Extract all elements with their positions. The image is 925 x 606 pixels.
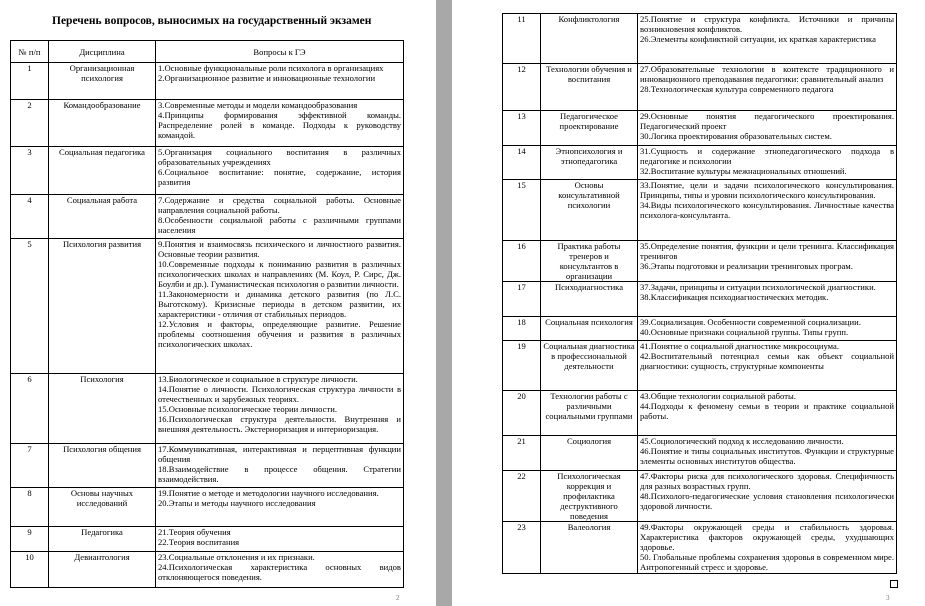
- questions-cell: [638, 14, 897, 64]
- table-row: [11, 63, 404, 100]
- page-corner-marker: [890, 580, 898, 588]
- discipline-cell: Валеология: [541, 522, 638, 574]
- questions-cell: [638, 64, 897, 111]
- table-row: [503, 111, 897, 146]
- question-item: 42.Воспитательный потенциал семьи как объект социальной диагностики: сущность, структурные компоненты: [640, 351, 894, 371]
- row-number: 17: [503, 282, 541, 317]
- question-item: 31.Сущность и содержание этнопедагогического подхода в педагогике и психологии: [640, 146, 894, 166]
- row-number: 4: [11, 195, 49, 239]
- table-row: [503, 180, 897, 241]
- question-item: 27.Образовательные технологии в контексте традиционного и инновационного преподавания педагогики: сравнительный анализ: [640, 64, 894, 84]
- row-number: 2: [11, 100, 49, 147]
- questions-cell: [638, 180, 897, 241]
- row-number: 3: [11, 147, 49, 195]
- question-item: 26.Элементы конфликтной ситуации, их краткая характеристика: [640, 34, 876, 44]
- row-number: 10: [11, 552, 49, 588]
- table-row: [11, 444, 404, 488]
- questions-cell: [156, 488, 404, 527]
- table-row: [503, 522, 897, 574]
- question-item: 45.Социологический подход к исследованию личности.: [640, 436, 844, 446]
- question-item: 17.Коммуникативная, интерактивная и перцептивная функции общения: [158, 444, 401, 464]
- table-row: [503, 341, 897, 391]
- questions-cell: [156, 63, 404, 100]
- discipline-cell: Психология: [49, 374, 156, 444]
- questions-cell: [156, 552, 404, 588]
- question-item: 50. Глобальные проблемы сохранения здоровья в современном мире. Антропогенный стресс и здоровье.: [640, 552, 894, 572]
- discipline-cell: Социальная работа: [49, 195, 156, 239]
- row-number: 5: [11, 239, 49, 374]
- row-number: 14: [503, 146, 541, 180]
- question-item: 13.Биологическое и социальное в структуре личности.: [158, 374, 358, 384]
- discipline-cell: Социальная психология: [541, 317, 638, 341]
- row-number: 9: [11, 527, 49, 552]
- question-item: 47.Факторы риска для психологического здоровья. Специфичность для разных возрастных групп.: [640, 471, 894, 491]
- question-item: 9.Понятия и взаимосвязь психического и личностного развития. Основные теории развития.: [158, 239, 401, 259]
- row-number: 20: [503, 391, 541, 436]
- question-item: 34.Виды психологического консультирования. Личностные качества психолога-консультанта.: [640, 200, 894, 220]
- table-row: [503, 146, 897, 180]
- question-item: 37.Задачи, принципы и ситуации психологической диагностики.: [640, 282, 876, 292]
- questions-cell: [156, 444, 404, 488]
- discipline-cell: Командообразование: [49, 100, 156, 147]
- row-number: 19: [503, 341, 541, 391]
- question-item: 2.Организационное развитие и инновационные технологии: [158, 73, 376, 83]
- table-row: [503, 471, 897, 522]
- question-item: 43.Общие технологии социальной работы.: [640, 391, 796, 401]
- question-item: 18.Взаимодействие в процессе общения. Стратегии взаимодействия.: [158, 464, 401, 484]
- row-number: 21: [503, 436, 541, 471]
- table-row: [503, 436, 897, 471]
- questions-cell: [638, 282, 897, 317]
- row-number: 12: [503, 64, 541, 111]
- row-number: 22: [503, 471, 541, 522]
- questions-table-left: [10, 40, 404, 588]
- question-item: 39.Социализация. Особенности современной социализации.: [640, 317, 861, 327]
- question-item: 30.Логика проектирования образовательных систем.: [640, 131, 832, 141]
- discipline-cell: Социальная диагностика в профессиональной деятельности: [541, 341, 638, 391]
- row-number: 23: [503, 522, 541, 574]
- table-row: [11, 488, 404, 527]
- question-item: 15.Основные психологические теории личности.: [158, 404, 337, 414]
- table-row: [11, 527, 404, 552]
- question-item: 11.Закономерности и динамика детского развития (по Л.С. Выготскому). Кризисные периоды в детском развитии, их характеристики - отличия от стабильных периодов.: [158, 289, 401, 319]
- table-row: [503, 241, 897, 282]
- page-number: 2: [396, 594, 400, 602]
- header-num: № п/п: [11, 41, 49, 63]
- questions-table-right: [502, 13, 897, 574]
- row-number: 6: [11, 374, 49, 444]
- questions-cell: [638, 391, 897, 436]
- question-item: 10.Современные подходы к пониманию развития в различных психологических школах и направлениях (М. Коул, Р. Сирс, Дж. Боулби и др.). Гуманистическая психология о развитии личности.: [158, 259, 401, 289]
- table-row: [503, 282, 897, 317]
- document-title: Перечень вопросов, выносимых на государственный экзамен: [52, 15, 372, 27]
- discipline-cell: Психодиагностика: [541, 282, 638, 317]
- discipline-cell: Психология общения: [49, 444, 156, 488]
- question-item: 23.Социальные отклонения и их признаки.: [158, 552, 315, 562]
- question-item: 22.Теория воспитания: [158, 537, 240, 547]
- question-item: 19.Понятие о методе и методологии научного исследования.: [158, 488, 379, 498]
- question-item: 5.Организация социального воспитания в различных образовательных учреждениях: [158, 147, 401, 167]
- question-item: 32.Воспитание культуры межнациональных отношений.: [640, 166, 847, 176]
- questions-cell: [156, 100, 404, 147]
- question-item: 40.Основные признаки социальной группы. Типы групп.: [640, 327, 849, 337]
- discipline-cell: Технологии работы с различными социальными группами: [541, 391, 638, 436]
- page-number: 3: [886, 594, 890, 602]
- questions-cell: [638, 436, 897, 471]
- table-row: [11, 195, 404, 239]
- question-item: 21.Теория обучения: [158, 527, 231, 537]
- questions-cell: [638, 317, 897, 341]
- row-number: 1: [11, 63, 49, 100]
- question-item: 12.Условия и факторы, определяющие развитие. Решение проблемы соотношения обучения и развития в различных психологических школах.: [158, 319, 401, 349]
- discipline-cell: Основы научных исследований: [49, 488, 156, 527]
- question-item: 36.Этапы подготовки и реализации тренинговых програм.: [640, 261, 853, 271]
- discipline-cell: Конфликтология: [541, 14, 638, 64]
- table-header-row: [11, 41, 404, 63]
- row-number: 15: [503, 180, 541, 241]
- row-number: 7: [11, 444, 49, 488]
- questions-cell: [156, 147, 404, 195]
- questions-cell: [638, 146, 897, 180]
- table-row: [11, 552, 404, 588]
- table-row: [503, 64, 897, 111]
- discipline-cell: Социология: [541, 436, 638, 471]
- question-item: 25.Понятие и структура конфликта. Источники и причины возникновения конфликтов.: [640, 14, 894, 34]
- question-item: 35.Определение понятия, функции и цели тренинга. Классификация тренингов: [640, 241, 894, 261]
- table-row: [503, 391, 897, 436]
- discipline-cell: Педагогика: [49, 527, 156, 552]
- discipline-cell: Педагогическое проектирование: [541, 111, 638, 146]
- discipline-cell: Психологическая коррекция и профилактика деструктивного поведения: [541, 471, 638, 522]
- question-item: 1.Основные функциональные роли психолога в организациях: [158, 63, 384, 73]
- table-row: [11, 147, 404, 195]
- questions-cell: [156, 527, 404, 552]
- question-item: 41.Понятие о социальной диагностике микросоциума.: [640, 341, 839, 351]
- document-page-right: [452, 0, 925, 606]
- discipline-cell: Этнопсихология и этнопедагогика: [541, 146, 638, 180]
- question-item: 48.Психолого-педагогические условия становления психологически здоровой личности.: [640, 491, 894, 511]
- discipline-cell: Организационная психология: [49, 63, 156, 100]
- question-item: 6.Социальное воспитание: понятие, содержание, история развития: [158, 167, 401, 187]
- header-questions: Вопросы к ГЭ: [156, 41, 404, 63]
- question-item: 4.Принципы формирования эффективной команды. Распределение ролей в команде. Подходы к руководству командой.: [158, 110, 401, 140]
- discipline-cell: Технологии обучения и воспитания: [541, 64, 638, 111]
- table-row: [503, 317, 897, 341]
- discipline-cell: Психология развития: [49, 239, 156, 374]
- question-item: 46.Понятие и типы социальных институтов. Функции и структурные элементы основных институтов общества.: [640, 446, 894, 466]
- discipline-cell: Основы консультативной психологии: [541, 180, 638, 241]
- question-item: 24.Психологическая характеристика основных видов отклоняющегося поведения.: [158, 562, 401, 582]
- table-row: [11, 100, 404, 147]
- question-item: 3.Современные методы и модели командообразования: [158, 100, 358, 110]
- question-item: 44.Подходы к феномену семьи в теории и практике социальной работы.: [640, 401, 894, 421]
- question-item: 14.Понятие о личности. Психологическая структура личности в отечественных и зарубежных теориях.: [158, 384, 401, 404]
- document-page-left: [0, 0, 436, 606]
- table-row: [503, 14, 897, 64]
- row-number: 13: [503, 111, 541, 146]
- questions-cell: [638, 241, 897, 282]
- questions-cell: [156, 195, 404, 239]
- questions-cell: [638, 522, 897, 574]
- question-item: 28.Технологическая культура современного педагога: [640, 84, 834, 94]
- questions-cell: [156, 239, 404, 374]
- row-number: 16: [503, 241, 541, 282]
- question-item: 20.Этапы и методы научного исследования: [158, 498, 316, 508]
- table-row: [11, 239, 404, 374]
- table-row: [11, 374, 404, 444]
- question-item: 7.Содержание и средства социальной работы. Основные направления социальной работы.: [158, 195, 401, 215]
- question-item: 38.Классификация психодиагностических методик.: [640, 292, 829, 302]
- row-number: 8: [11, 488, 49, 527]
- discipline-cell: Практика работы тренеров и консультантов в организации: [541, 241, 638, 282]
- discipline-cell: Социальная педагогика: [49, 147, 156, 195]
- question-item: 49.Факторы окружающей среды и стабильность здоровья. Характеристика факторов окружающей среды, ухудшающих здоровье.: [640, 522, 894, 552]
- question-item: 33.Понятие, цели и задачи психологического консультирования. Принципы, типы и уровни психологического консультирования.: [640, 180, 894, 200]
- questions-cell: [638, 341, 897, 391]
- row-number: 11: [503, 14, 541, 64]
- row-number: 18: [503, 317, 541, 341]
- questions-cell: [156, 374, 404, 444]
- header-discipline: Дисциплина: [49, 41, 156, 63]
- question-item: 8.Особенности социальной работы с различными группами населения: [158, 215, 401, 235]
- questions-cell: [638, 471, 897, 522]
- questions-cell: [638, 111, 897, 146]
- question-item: 16.Психологическая структура деятельности. Внутренняя и внешняя деятельность. Экстериоризация и интериоризация.: [158, 414, 401, 434]
- question-item: 29.Основные понятия педагогического проектирования. Педагогический проект: [640, 111, 894, 131]
- discipline-cell: Девиантология: [49, 552, 156, 588]
